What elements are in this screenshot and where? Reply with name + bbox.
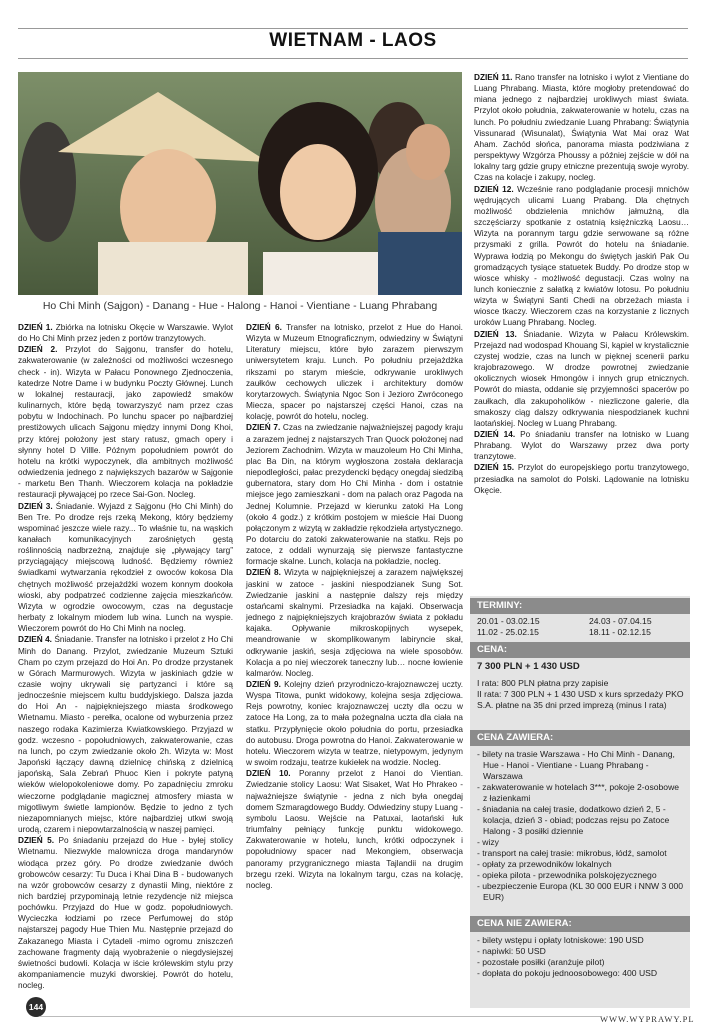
day-text: Wizyta w najpiękniejszej a zarazem największej jaskini w zatoce - jaskini niespodzianek Sung Sot. Zwiedzanie jaskini a następnie dalszy rejs między ostańcami skalnymi. Przesiadka na kajaki. Obserwacja jednego z najpiękniejszych krajobrazów świata z pokładu kajaka. Opływanie mikroskopijnych wysepek, meandrowanie w skomplikowanym labiryncie skał, odkrywanie jaskiń, sesja zdjęciowa na wiele sposobów. Kolacja a po niej wieczorek taneczny lub… nocne łowienie kalmarów. Nocleg.: [246, 568, 463, 678]
price-heading: CENA:: [470, 642, 690, 658]
day-7: [246, 422, 463, 567]
day-label: DZIEŃ 10.: [246, 769, 291, 779]
list-item: - bilety wstępu i opłaty lotniskowe: 190 USD: [477, 935, 644, 945]
bottom-rule: [40, 1016, 600, 1017]
day-label: DZIEŃ 8.: [246, 568, 281, 578]
day-label: DZIEŃ 12.: [474, 184, 514, 194]
day-2: [18, 344, 233, 500]
terms-heading: TERMINY:: [470, 598, 690, 614]
list-item: - bilety na trasie Warszawa - Ho Chi Minh - Danang, Hue - Hanoi - Vientiane - Luang Phrabang - Warszawa: [477, 749, 675, 781]
list-item: - wizy: [477, 837, 499, 847]
day-4: [18, 634, 233, 835]
day-label: DZIEŃ 11.: [474, 73, 513, 82]
list-item: - ubezpieczenie Europa (KL 30 000 EUR i NNW 3 000 EUR): [477, 881, 684, 902]
day-text: Czas na zwiedzanie najważniejszej pagody kraju a zarazem jednej z najstarszych Tran Quock położonej nad Jeziorem Zachodnim. Wizyta w mauzoleum Ho Chi Minha, plac Ba Din, na którym wygłoszona została deklaracja niepodległości, pałac prezydencki będący onegdaj siedzibą gubernatora, stary dom Ho Chi Minha - dom i ostatnie miejsce jego zamieszkani - dom na palach oraz Pagoda na Jednej Kolumnie. Przejazd w kierunku zatoki Ha Long (około 4 godz.) z krótkim postojem w mieście Hai Duong połączonym z wizytą w zakładzie rękodzieła artystycznego. Po dotarciu do zatoki zakwaterowanie na statku. Rejs po zatoce, z oddali wynurzają się pierwsze fantastyczne formacje skalne. Lunch, kolacja na pokładzie, nocleg.: [246, 423, 463, 567]
day-text: Zbiórka na lotnisku Okęcie w Warszawie. Wylot do Ho Chi Minh przez jeden z portów tranzytowych.: [18, 323, 233, 344]
day-8: [246, 567, 463, 679]
list-item: - pozostałe posiłki (aranżuje pilot): [477, 957, 605, 967]
itinerary-column-3: [474, 72, 689, 496]
day-6: [246, 322, 463, 422]
list-item: - napiwki: 50 USD: [477, 946, 546, 956]
itinerary-column-2: [246, 322, 463, 891]
day-label: DZIEŃ 6.: [246, 323, 282, 332]
day-11: [474, 72, 689, 184]
day-label: DZIEŃ 1.: [18, 323, 53, 332]
installment-2: II rata: 7 300 PLN + 1 430 USD x kurs sprzedaży PKO S.A. płatne na 35 dni przed imprezą (minus I rata): [477, 689, 684, 710]
day-label: DZIEŃ 9.: [246, 680, 281, 689]
day-text: Rano transfer na lotnisko i wylot z Vientiane do Luang Phrabang. Miasta, które mogłoby pretendować do miana jednego z najbardziej urokliwych miast świata. Przylot około południa, zakwaterowanie w hotelu, czas na lunch. Po południu zwiedzanie Luang Phrabang: Świątynia Vissunarad (Wisunalat), Świątynia Wat Mai oraz Wat Aham. Zachód słońca, panorama miasta podziwiana z perspektywy Wzgórza Phoussy a później zejście w dół na lokalny targ gdzie grupy etniczne prezentują swoje wyroby. Czas na kolacje i zakupy, nocleg.: [474, 73, 689, 183]
day-3: [18, 501, 233, 635]
day-1: [18, 322, 233, 344]
itinerary-column-1: [18, 322, 233, 991]
day-13: [474, 329, 689, 429]
list-item: - zakwaterowanie w hotelach 3***, pokoje 2-osobowe z łazienkami: [477, 782, 680, 803]
top-rule: [18, 28, 688, 29]
list-item: - opłaty za przewodników lokalnych: [477, 859, 612, 869]
day-label: DZIEŃ 2.: [18, 345, 58, 355]
day-text: Śniadanie. Wyjazd z Sajgonu (Ho Chi Minh) do Ben Tre. Po drodze rejs rzeką Mekong, który będziemy wspominać jeszcze wiele razy... To właśnie tu, na wąskich kanałach komunikacyjnych zarośniętych gęstą roślinnością nadbrzeżną, znajduje się „pływający targ” przyciągający miejscową ludność. Będziemy również świadkami wytwarzania rękodzieł z owoców kokosa Dla chętnych możliwość przejażdżki wozem konnym dookoła wioski, aby podpatrzeć codzienne zajęcia mieszkańców. Wizyta w ogrodzie owocowym, czas na degustacje herbaty z lokalnym miodem lub wina. Lunch na wyspie. Wieczorem powrót do Ho Chi Minh na nocleg.: [18, 501, 233, 634]
route-caption: Ho Chi Minh (Sajgon) - Danang - Hue - Halong - Hanoi - Vientiane - Luang Phrabang: [42, 300, 438, 312]
day-text: Poranny przelot z Hanoi do Vientian. Zwiedzanie stolicy Laosu: Wat Sisaket, Wat Ho Phrakeo - najważniejsze świątynie - jedna z nich była onegdaj domem Szmaragdowego Buddy. Odwiedziny stupy Luang - symbolu Laosu. Wejście na Patuxai, laotański łuk triumfalny pełniący funkcję punktu widokowego. Zakwaterowanie w hotelu, lunch, krótki odpoczynek i popołudniowy spacer nad Mekongiem, obserwacja panoramy przygranicznego miasta Tajlandii na drugim brzegu rzeki. Wizyta na lokalnym targu, czas na kolację, nocleg.: [246, 769, 464, 890]
website-url: WWW.WYPRAWY.PL: [600, 1014, 695, 1024]
page-title: WIETNAM - LAOS: [269, 30, 437, 51]
travel-photo: [18, 72, 462, 295]
day-label: DZIEŃ 14.: [474, 430, 516, 439]
day-label: DZIEŃ 13.: [474, 329, 517, 339]
price-value: 7 300 PLN + 1 430 USD: [477, 661, 580, 672]
includes-heading: CENA ZAWIERA:: [470, 730, 690, 746]
excludes-heading: CENA NIE ZAWIERA:: [470, 916, 690, 932]
day-text: Wcześnie rano podglądanie procesji mnichów wędrujących ulicami Luang Prabang. Dla chętnych możliwość obdzielenia mnichów jałmużną, dla szczęściarzy spotkanie z ostatnią księżniczką Laosu… Wizyta na porannym targu gdzie serwowane są różne przysmaki z grilla. Powrót do hotelu na śniadanie. Wyprawa łodzią po Mekongu do świętych jaskiń Pak Ou gromadzących tysiące statuetek Buddy. Po drodze stop w wiosce whisky - możliwość degustacji. Czas wolny na lunch koniecznie z sałatką z kwiatów lotosu. Po południu wizyta w Świątyni Santi Chedi na obrzeżach miasta i wiosce tkaczy. Wieczorem czas na korzystanie z licznych uroków Luang Phrabang. Nocleg.: [474, 184, 690, 328]
term-date: 24.03 - 07.04.15: [589, 616, 652, 626]
day-text: Po śniadaniu transfer na lotnisko w Luang Phrabang. Wylot do Warszawy przez dwa porty tranzytowe.: [474, 430, 689, 462]
day-text: Po śniadaniu przejazd do Hue - byłej stolicy Wietnamu. Niezwykle malownicza droga mandarynów wiodąca przez góry. Po drodze zwiedzanie dwóch grobowców cesarzy: Tu Duca i Khai Dina B - budowanych na wzór grobowców cesarzy z dynastii Ming, niektóre z nich bardziej przypominają letnie rezydencje niż miejsca pochówku. Przyjazd do Hue w godz. popołudniowych. Wycieczka łodziami po rzece Perfumowej do stóp najstarszej pagody Hue Thien Mu. Następnie przejazd do Zakazanego Miasta i Cytadeli -mimo ogromu zniszczeń zachowane fragmenty dają wyobrażenie o niegdysiejszej świetności budowli. Kolacja w iście królewskim stylu przy akompaniamencie muzyki dworskiej. Powrót do hotelu, nocleg.: [18, 836, 233, 991]
day-label: DZIEŃ 3.: [18, 501, 53, 511]
day-text: Przylot do Sajgonu, transfer do hotelu, zakwaterowanie (w zależności od możliwości wczesnego check - in). Wizyta w Pałacu Ponownego Zjednoczenia, katedrze Notre Dame i w budynku Poczty Głównej. Lunch w lokalnej restauracji, jako zapowiedź smaków kulinarnych, które będą towarzyszyć nam przez czas pobytu w Indochinach. Po lunchu spacer po najbardziej prestiżowych ulicach Sajgonu między innymi Dong Khoi, przy której położony jest stary ratusz, gmach opery i słynny hotel D Villle. Późnym popołudniem powrót do hotelu na krótki wypoczynek, dla ambitnych możliwość odwiedzenia jednego z największych bazarów w Sajgonie - marketu Ben Thanh. Wieczorem kolacja na pokładzie restauracji pływającej po rzece Sai-Gon. Nocleg.: [18, 345, 233, 500]
installment-1: I rata: 800 PLN płatna przy zapisie: [477, 678, 609, 688]
day-text: Transfer na lotnisko, przelot z Hue do Hanoi. Wizyta w Muzeum Etnograficznym, odwiedziny w Świątyni Literatury miejscu, które było zarazem pierwszym uniwersytetem kraju. Lunch. Po południu przejażdżka rikszami po starym mieście, odkrywanie urokliwych zaułków cechowych uliczek i architektury domów korytarzowych. Świątynia Ngoc Son i Jezioro Zwróconego Miecza, spacer po najstarszej części Hanoi, czas na kolację, powrót do hotelu, nocleg.: [246, 323, 463, 422]
list-item: - śniadania na całej trasie, dodatkowo dzień 2, 5 - kolacja, dzień 3 - obiad; podczas rejsu po Zatoce Halong - 3 posiłki dziennie: [477, 804, 670, 836]
day-12: [474, 184, 689, 329]
term-date: 18.11 - 02.12.15: [589, 627, 651, 637]
excludes-list: [477, 935, 684, 979]
day-10: [246, 768, 463, 891]
list-item: - dopłata do pokoju jednoosobowego: 400 USD: [477, 968, 658, 978]
day-9: [246, 679, 463, 768]
term-date: 11.02 - 25.02.15: [477, 627, 539, 637]
list-item: - opieka pilota - przewodnika polskojęzycznego: [477, 870, 657, 880]
list-item: - transport na całej trasie: mikrobus, łódź, samolot: [477, 848, 667, 858]
day-5: [18, 835, 233, 991]
title-rule: [18, 58, 688, 59]
term-date: 20.01 - 03.02.15: [477, 616, 540, 626]
photo-illustration: [18, 72, 462, 295]
day-text: Śniadanie. Transfer na lotnisko i przelot z Ho Chi Minh do Danang. Przylot, zwiedzanie Muzeum Sztuki Cham po czym przejazd do Hoi An. Po drodze przystanek w Górach Marmurowych. Wizyta w jaskiniach gdzie w czasie wojny ukrywali się partyzanci i które są jednocześnie miejscem kultu buddyjskiego. Dalsza jazda do Hoi An - najpiękniejszego miasta środkowego Wietnamu. Miasto - perełka, ocalone od wyburzenia przez naszego rodaka Kazimierza Kwiatkowskiego. Przyjazd w godz. wczesno - popołudniowych, zakwaterowanie, czas na lunch, po czym zwiedzanie około 2h. Wizyta w: Most Japoński łączący dawną dzielnicę chińską z dzielnicą japońską, Sala Zebrań Phuoc Kien i pokryte patyną wieków wielopokoleniowe domy. Po zapadnięciu zmroku wieczorne podglądanie magicznej atmosfery miasta w migotliwym świetle lampionów. Będzie to jedno z tych niezapomnianych miejsc, które najbardziej utkwi swoją urodą, czarem i niepowtarzalnością w naszej pamięci.: [18, 635, 233, 835]
day-text: Śniadanie. Wizyta w Pałacu Królewskim. Przejazd nad wodospad Khouang Si, kąpiel w krystalicznie czystej wodzie, czas na lunch w pięknej scenerii parku krajobrazowego. W drodze powrotnej zwiedzanie okolicznych wiosek Hmongów i innych grup etnicznych. Powrót do miasta, oddanie się przyjemności spacerów po zaułkach, dla zakupoholików - niezliczone galerie, dla smakoszy ciąg dalszy odkrywania niespodzianek kuchni laotańskiej. Nocleg w Luang Phrabang.: [474, 329, 690, 428]
includes-list: [477, 749, 684, 903]
price-box: [470, 596, 690, 1008]
day-label: DZIEŃ 5.: [18, 836, 55, 846]
day-label: DZIEŃ 15.: [474, 463, 515, 473]
day-14: [474, 429, 689, 462]
page-number: 144: [26, 997, 46, 1017]
day-text: Przylot do europejskiego portu tranzytowego, przesiadka na samolot do Polski. Lądowanie na lotnisku Okęcie.: [474, 463, 689, 495]
day-label: DZIEŃ 7.: [246, 423, 281, 433]
day-text: Kolejny dzień przyrodniczo-krajoznawczej uczty. Wyspa Titowa, punkt widokowy, kolejna sesja zdjęciowa. Rejs powrotny, koniec krajoznawczej uczty dla oczu w zatoce Ha Long, za to mała pożegnalna uczta dla ciała na statku. Przypłynięcie około południa do portu, przesiadka do autobusu. Droga powrotna do Hanoi. Zakwaterowanie w hotelu. Wieczorem wizyta w teatrze, nietypowym, jedynym w swoim rodzaju, teatrze kukiełek na wodzie. Nocleg.: [246, 680, 463, 768]
day-15: [474, 462, 689, 495]
day-label: DZIEŃ 4.: [18, 635, 52, 645]
